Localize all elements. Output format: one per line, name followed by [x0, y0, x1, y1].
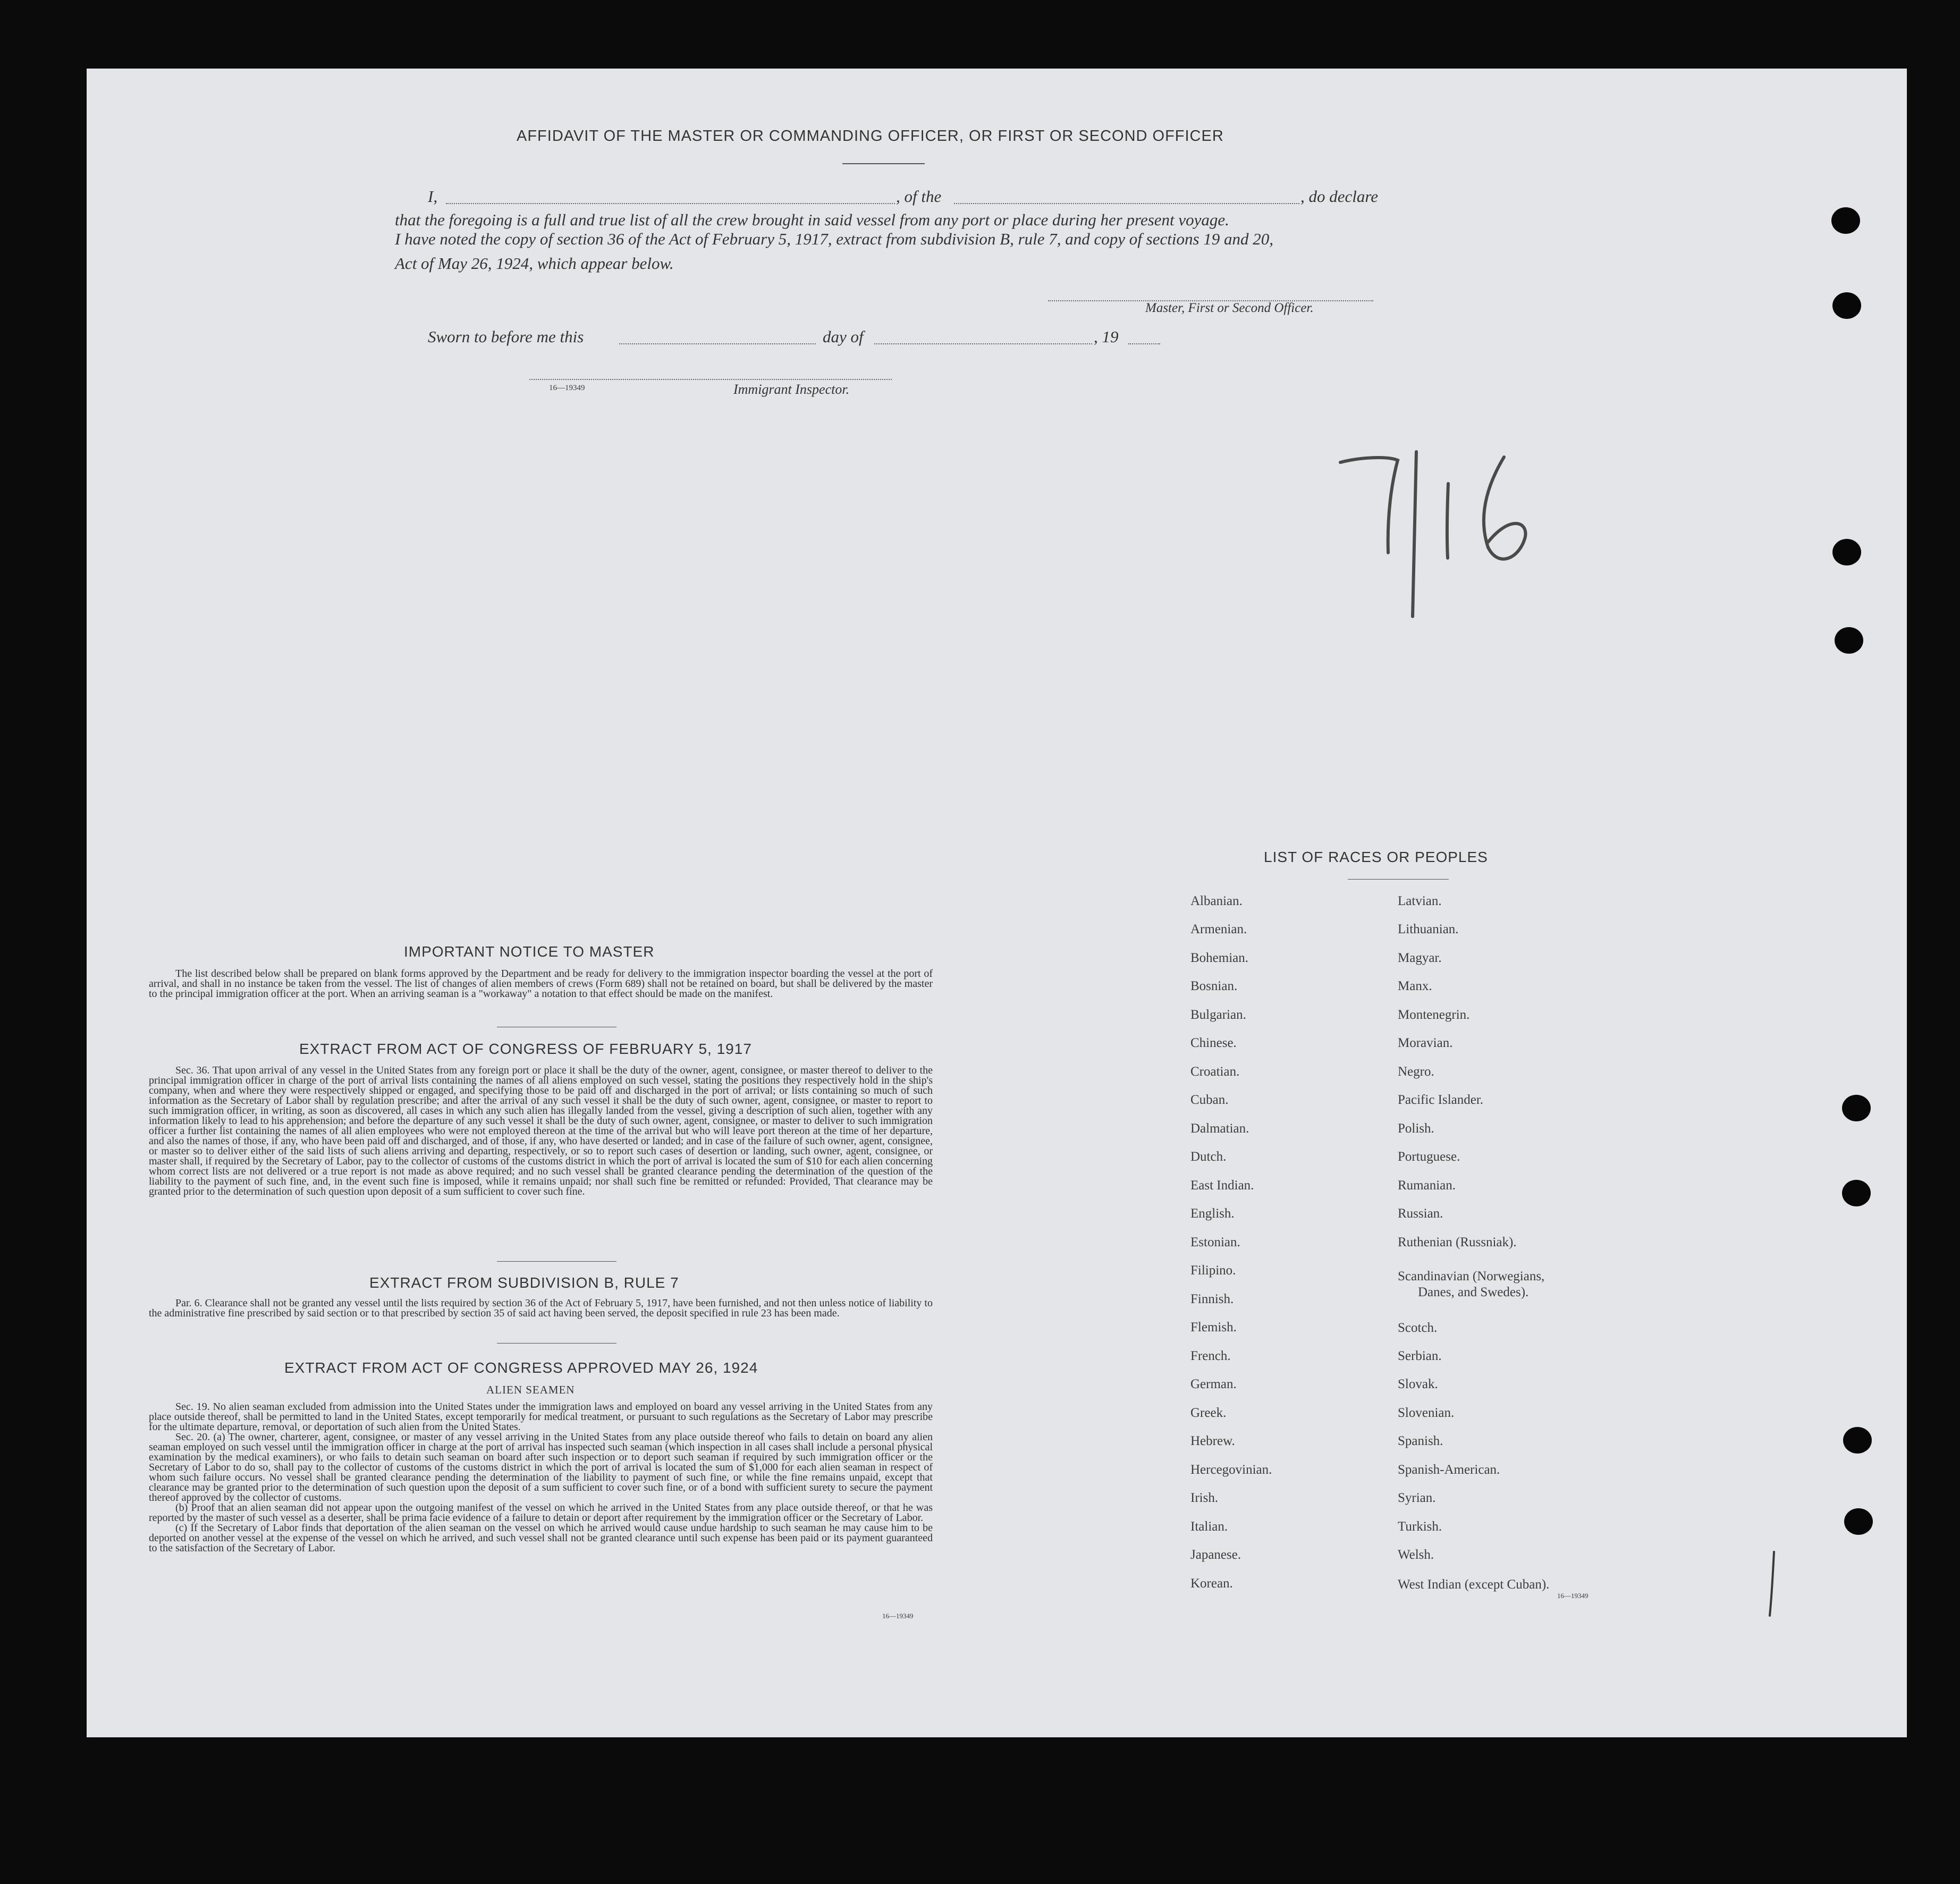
race-item: Korean. [1190, 1576, 1233, 1591]
race-item: Portuguese. [1398, 1150, 1460, 1164]
races-form-number: 16—19349 [1557, 1592, 1589, 1600]
race-item: German. [1190, 1377, 1237, 1391]
race-item: Albanian. [1190, 894, 1243, 908]
race-item: Manx. [1398, 979, 1432, 993]
race-item: Armenian. [1190, 922, 1247, 936]
punch-hole-icon [1842, 1180, 1871, 1206]
vessel-blank-field[interactable] [954, 203, 1299, 204]
name-blank-field[interactable] [446, 203, 895, 204]
handwritten-note [1329, 441, 1573, 632]
notice-title: IMPORTANT NOTICE TO MASTER [404, 943, 655, 960]
act-1924-sec20b: (b) Proof that an alien seaman did not appear upon the outgoing manifest of the vessel on which he arrived in the United States from any place outside thereof, or that he was reported by the master of such vessel as a deserter, shall be prima facie evidence of a failure to detain or deport after requirement by the immigration officer or the Secretary of Labor. [149, 1502, 933, 1524]
race-item: West Indian (except Cuban). [1398, 1577, 1550, 1592]
race-item: Spanish-American. [1398, 1463, 1500, 1477]
race-item: Lithuanian. [1398, 922, 1459, 936]
race-item: Hebrew. [1190, 1434, 1235, 1448]
race-item: Pacific Islander. [1398, 1093, 1484, 1107]
race-item: Magyar. [1398, 951, 1442, 965]
race-item: Syrian. [1398, 1491, 1436, 1505]
race-item: Bulgarian. [1190, 1008, 1246, 1022]
race-item: Greek. [1190, 1406, 1227, 1420]
race-item: Cuban. [1190, 1093, 1229, 1107]
race-item: Rumanian. [1398, 1178, 1456, 1193]
race-item: Bosnian. [1190, 979, 1238, 993]
sworn-month-field[interactable] [874, 343, 1092, 344]
affidavit-title: AFFIDAVIT OF THE MASTER OR COMMANDING OFFICER, OR FIRST OR SECOND OFFICER [517, 128, 1224, 145]
act-1924-title: EXTRACT FROM ACT OF CONGRESS APPROVED MAY 26, 1924 [284, 1359, 758, 1376]
races-title-rule [1348, 879, 1449, 880]
race-item: Polish. [1398, 1121, 1434, 1136]
punch-hole-icon [1831, 207, 1860, 234]
race-item: Turkish. [1398, 1519, 1442, 1534]
race-item: Scandinavian (Norwegians, [1398, 1269, 1545, 1283]
affidavit-form-number: 16—19349 [549, 384, 585, 392]
race-item: Negro. [1398, 1064, 1434, 1079]
affidavit-of-the: , of the [896, 187, 942, 206]
section-divider [497, 1343, 616, 1344]
affidavit-do-declare: , do declare [1300, 187, 1379, 206]
act-1924-sec19: Sec. 19. No alien seaman excluded from admission into the United States under the immigration laws and employed on board any vessel arriving in the United States from any place outside thereof, shall be permitted to land in the United States, except temporarily for medical treatment, or pursuant to such regulations as the Secretary of Labor may prescribe for the ultimate departure, removal, or deportation of such alien from the United States. [149, 1401, 933, 1433]
race-item: Scotch. [1398, 1321, 1438, 1335]
affidavit-line-3: I have noted the copy of section 36 of the Act of February 5, 1917, extract from subdivision B, rule 7, and copy of sections 19 and 20, [395, 230, 1274, 248]
day-of-label: day of [823, 327, 864, 346]
punch-hole-icon [1844, 1508, 1873, 1535]
race-item: Ruthenian (Russniak). [1398, 1235, 1517, 1249]
act-1924-sec20a: Sec. 20. (a) The owner, charterer, agent, consignee, or master of any vessel arriving in the United States from any place outside thereof who fails to detain on board any alien seaman employed on such vessel until the immigration officer in charge at the port of arrival has inspected such seaman (which inspection in all cases shall include a personal physical examination by the medical examiners), or who fails to detain such seaman on board after such inspection or to deport such seaman if required by such immigration officer or the Secretary of Labor to do so, shall pay to the collector of customs of the customs district in which the port of arrival is located the sum of $1,000 for each alien seaman in respect of whom such failure occurs. No vessel shall be granted clearance pending the determination of the liability to payment of such fine, or while the fine remains unpaid, except that clearance may be granted prior to the determination of such question upon the deposit of a sum sufficient to cover such fine, or of a bond with sufficient surety to secure the payment thereof approved by the collector of customs. [149, 1431, 933, 1503]
year-prefix: , 19 [1094, 327, 1119, 346]
race-item: Filipino. [1190, 1263, 1236, 1278]
race-item: Slovak. [1398, 1377, 1438, 1391]
punch-hole-icon [1843, 1427, 1872, 1454]
race-item: Montenegrin. [1398, 1008, 1470, 1022]
race-item: Chinese. [1190, 1036, 1237, 1050]
affidavit-title-rule [842, 163, 925, 164]
act-1917-text: Sec. 36. That upon arrival of any vessel in the United States from any foreign port or place it shall be the duty of the owner, agent, consignee, or master thereof to deliver to the principal immigration officer in charge of the port of arrival lists containing the names of all aliens employed on such vessel, stating the positions they respectively hold in the ship's company, when and where they were respectively shipped or engaged, and specifying those to be paid off and discharged in the port of arrival; or lists containing so much of such information as the Secretary of Labor shall by regulation prescribe; and after the arrival of any such vessel it shall be the duty of such owner, agent, consignee, or master to report to such immigration officer, in writing, as soon as discovered, all cases in which any such alien has illegally landed from the vessel, giving a description of such alien, together with any information likely to lead to his apprehension; and before the departure of any such vessel it shall be the duty of such owner, agent, consignee, or master to deliver to such immigration officer a further list containing the names of all alien employees who were not employed thereon at the time of the arrival but who will leave port thereon at the time of her departure, and also the names of those, if any, who have been paid off and discharged, and of those, if any, who have deserted or landed; and in case of the failure of such owner, agent, consignee, or master so to deliver either of the said lists of such aliens arriving and departing, respectively, or so to report such cases of desertion or landing, such owner, agent, consignee, or master shall, if required by the Secretary of Labor, pay to the collector of customs of the customs district in which the port of arrival is located the sum of $10 for each alien concerning whom correct lists are not delivered or a true report is not made as above required; and no such vessel shall be granted clearance pending the determination of the question of the liability to the payment of such fine, and, in the event such fine is imposed, while it remains unpaid; nor shall such fine be remitted or refunded: Provided, That clearance may be granted prior to the determination of such question upon deposit of a sum sufficient to cover such fine. [149, 1064, 933, 1197]
inspector-label: Immigrant Inspector. [733, 382, 850, 397]
act-1924-sec20c: (c) If the Secretary of Labor finds that deportation of the alien seaman on the vessel on which he arrived would cause undue hardship to such seaman he may cause him to be deported on another vessel at the expense of the vessel on which he arrived, and such vessel shall not be granted clearance until such expense has been paid or its payment guaranteed to the satisfaction of the Secretary of Labor. [149, 1522, 933, 1554]
races-title: LIST OF RACES OR PEOPLES [1264, 849, 1488, 865]
race-item: Spanish. [1398, 1434, 1443, 1448]
master-signature-label: Master, First or Second Officer. [1145, 301, 1314, 315]
race-item: Japanese. [1190, 1548, 1241, 1562]
punch-hole-icon [1835, 627, 1863, 654]
race-item: French. [1190, 1349, 1231, 1363]
race-item: East Indian. [1190, 1178, 1254, 1193]
race-item: Irish. [1190, 1491, 1219, 1505]
punch-hole-icon [1832, 539, 1861, 565]
race-item: Croatian. [1190, 1064, 1240, 1079]
act-1924-subtitle: ALIEN SEAMEN [486, 1383, 575, 1396]
rule7-text: Par. 6. Clearance shall not be granted any vessel until the lists required by section 36 of the Act of February 5, 1917, have been furnished, and not then unless notice of liability to the administrative fine prescribed by said section or to that prescribed by section 35 of said act having been served, the deposit specified in rule 23 has been made. [149, 1297, 933, 1319]
punch-hole-icon [1832, 292, 1861, 319]
race-item: Italian. [1190, 1519, 1228, 1534]
act-1924-form-number: 16—19349 [882, 1612, 914, 1620]
race-item: Serbian. [1398, 1349, 1442, 1363]
race-item: Welsh. [1398, 1548, 1434, 1562]
section-divider [497, 1261, 616, 1262]
affidavit-i-label: I, [428, 187, 438, 206]
affidavit-line-2: that the foregoing is a full and true list of all the crew brought in said vessel from any port or place during her present voyage. [395, 210, 1229, 229]
handwritten-mark [1764, 1549, 1780, 1618]
race-item: Dalmatian. [1190, 1121, 1249, 1136]
race-item: Moravian. [1398, 1036, 1453, 1050]
race-item: Finnish. [1190, 1292, 1234, 1306]
rule7-title: EXTRACT FROM SUBDIVISION B, RULE 7 [369, 1274, 679, 1291]
affidavit-line-4: Act of May 26, 1924, which appear below. [395, 254, 674, 273]
sworn-year-field[interactable] [1128, 343, 1160, 344]
race-item: Latvian. [1398, 894, 1442, 908]
race-item: Flemish. [1190, 1320, 1237, 1334]
race-item: Danes, and Swedes). [1418, 1285, 1529, 1299]
punch-hole-icon [1842, 1095, 1871, 1121]
race-item: English. [1190, 1206, 1235, 1221]
race-item: Dutch. [1190, 1150, 1227, 1164]
race-item: Bohemian. [1190, 951, 1249, 965]
race-item: Estonian. [1190, 1235, 1240, 1249]
sworn-day-field[interactable] [619, 343, 816, 344]
race-item: Slovenian. [1398, 1406, 1455, 1420]
race-item: Hercegovinian. [1190, 1463, 1272, 1477]
inspector-signature-line[interactable] [529, 379, 892, 380]
sworn-label: Sworn to before me this [428, 327, 584, 346]
notice-text: The list described below shall be prepared on blank forms approved by the Department and be ready for delivery to the immigration inspector boarding the vessel at the port of arrival, and shall in no instance be taken from the vessel. The list of changes of alien members of crews (Form 689) shall not be retained on board, but shall be delivered by the master to the principal immigration officer at the port. When an arriving seaman is a "workaway" a notation to that effect should be made on the manifest. [149, 968, 933, 1000]
race-item: Russian. [1398, 1206, 1443, 1221]
act-1917-title: EXTRACT FROM ACT OF CONGRESS OF FEBRUARY 5, 1917 [299, 1041, 752, 1057]
